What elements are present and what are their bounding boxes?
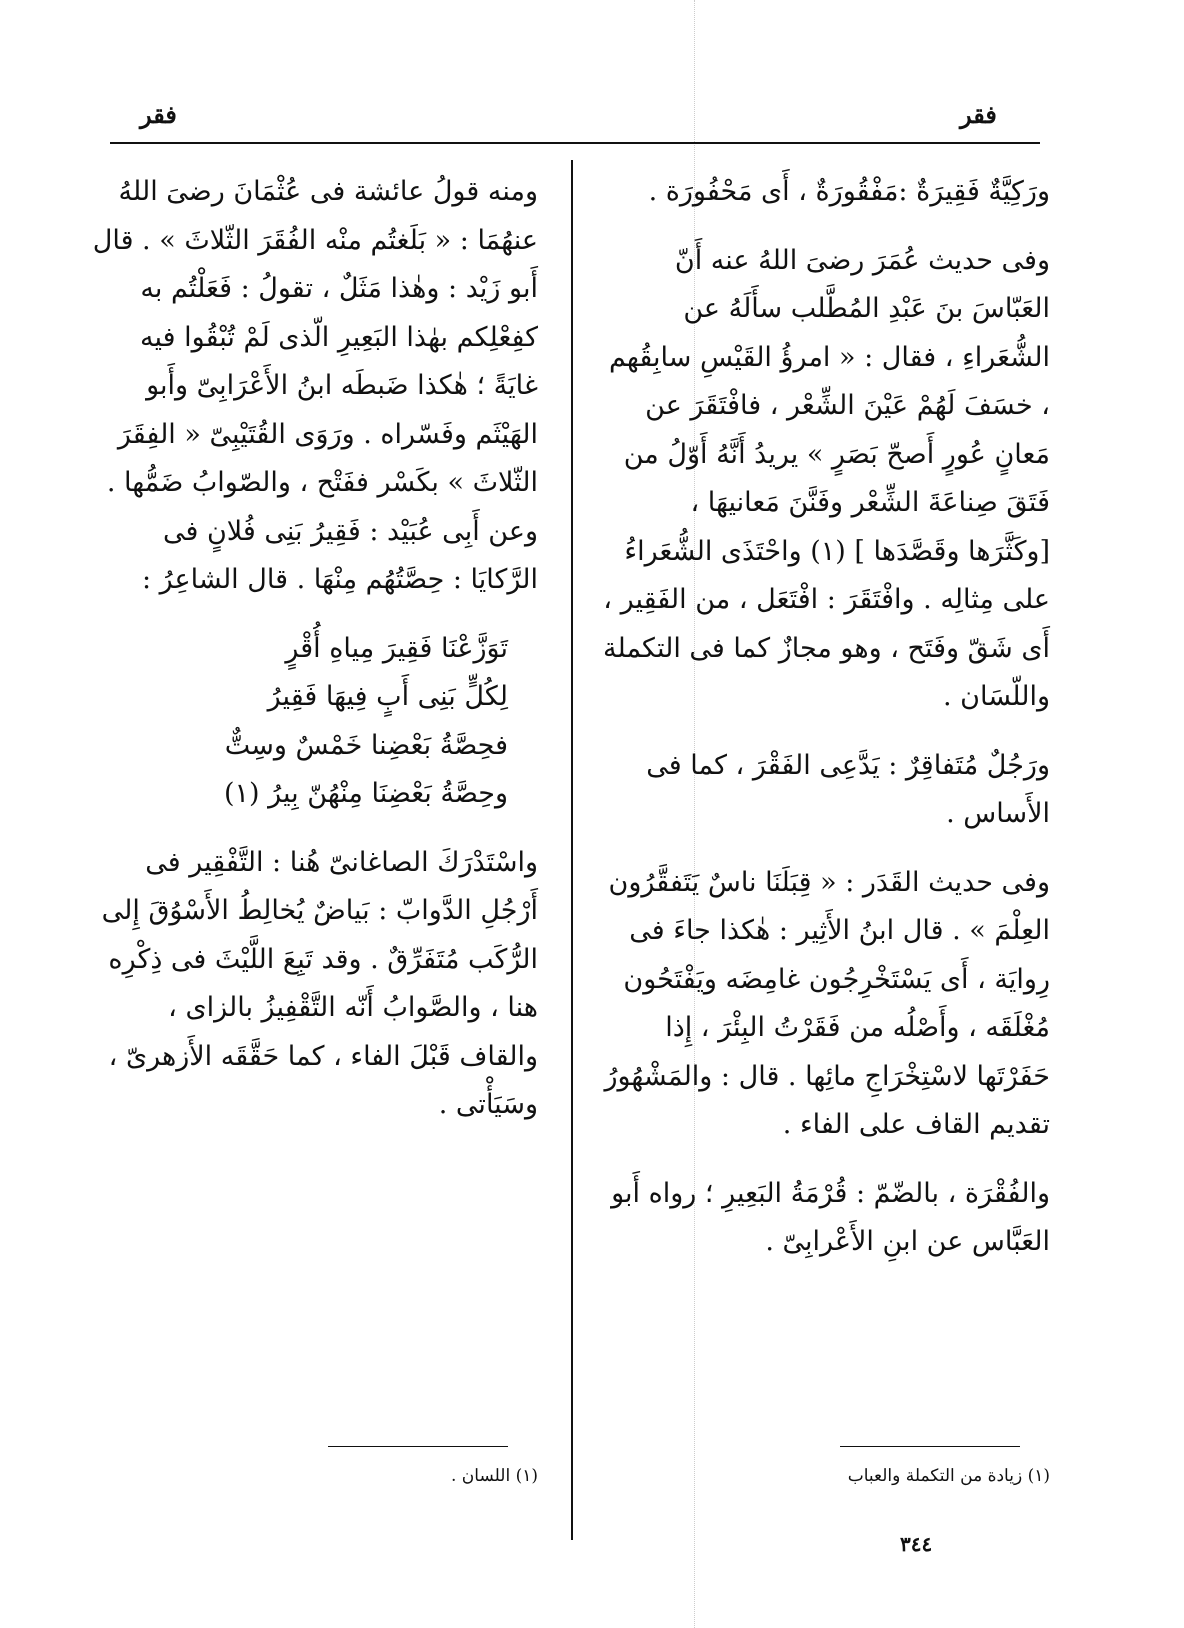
paragraph: ومنه قولُ عائشة فى عُثْمَانَ رضىَ اللهُ عنهُمَا : « بَلَغتُم منْه الفُقَرَ الثّلاثَ » . قال أَبو زَيْد : وهٰذا مَثَلٌ ، تقولُ : فَعَلْتُم به كفِعْلِكم بهٰذا البَعِيرِ الّذى لَمْ تُبْقُوا فيه غايَةً ؛ هٰكذا ضَبطَه ابنُ الأَعْرَابِىّ وأَبو الهَيْثَم وفَسّراه . ورَوَى القُتَيْبِىّ « الفِقَرَ الثّلاثَ » بكَسْر ففَتْح ، والصّوابُ ضَمُّها . وعن أَبِى عُبَيْد : فَقِيرُ بَنِى فُلانٍ فى الرَّكايَا : حِصَّتُهُم مِنْهَا . قال الشاعِرُ : — [92, 176, 538, 595]
paragraph: ورَكِيَّةٌ فَقِيرَةٌ :مَفْقُورَةٌ ، أَى مَحْفُورَة . — [648, 176, 1050, 207]
paragraph: واسْتَدْرَكَ الصاغانىّ هُنا : التَّفْقِير فى أَرْجُلِ الدَّوابّ : بَياضٌ يُخالِطُ الأَسْوُقَ إِلى الرُّكَب مُتَفَرِّقٌ . وقد تَبِعَ اللَّيْثَ فى ذِكْرِه هنا ، والصَّوابُ أَنّه التَّقْفِيزُ بالزاى ، والقاف قَبْلَ الفاء ، كما حَقَّقَه الأَزهرىّ ، وسَيَأْتى . — [101, 846, 538, 1120]
footnote-right: (١) زيادة من التكملة والعباب — [847, 1466, 1050, 1486]
paragraph: وفى حديث القَدَر : « قِبَلَنَا ناسٌ يَتَفقَّرُون العِلْمَ » . قال ابنُ الأَثِير : هٰكذا جاءَ فى رِوايَة ، أَى يَسْتَخْرِجُون غامِضَه ويَفْتَحُون مُغْلَقَه ، وأَصْلُه من فَقَرْتُ البِئْرَ ، إِذا حَفَرْتَها لاسْتِخْرَاجِ مائِها . قال : والمَشْهُورُ تقديم القاف على الفاء . — [604, 866, 1050, 1140]
paragraph: والفُقْرَة ، بالضّمّ : قُرْمَةُ البَعِيرِ ؛ رواه أَبو العَبَّاس عن ابنِ الأَعْرابِىّ . — [611, 1177, 1050, 1257]
paragraph: وفى حديث عُمَرَ رضىَ اللهُ عنه أَنّ العَبّاسَ بنَ عَبْدِ المُطَّلب سأَلَهُ عن الشُّعَراءِ ، فقال : « امرؤُ القَيْسِ سابِقُهم ، خسَفَ لَهُمْ عَيْنَ الشِّعْر ، فافْتَقَرَ عن مَعانٍ عُورٍ أَصحّ بَصَرٍ » يريدُ أَنَّهُ أَوّلُ من فَتَقَ صِناعَةَ الشِّعْر وفَنَّنَ مَعانيهَا ، [وكَثَّرَها وقَصَّدَها ] (١) واحْتَذَى الشُّعَراءُ على مِثالِه . وافْتَقَرَ : افْتَعَل ، من الفَقِير ، أَى شَقّ وفَتَح ، وهو مجازٌ كما فى التكملة واللّسَان . — [603, 244, 1050, 712]
paragraph: ورَجُلٌ مُتَفاقِرٌ : يَدَّعِى الفَقْرَ ، كما فى الأَساس . — [646, 749, 1050, 829]
poem-verse: لِكُلٍّ بَنِى أَبٍ فِيهَا فَقِيرُ — [267, 681, 508, 712]
column-divider — [571, 160, 573, 1540]
poem-verse: وحِصَّةُ بَعْضِنَا مِنْهُنّ بِيرُ (١) — [223, 778, 508, 809]
header-word-left: فقر — [140, 100, 177, 129]
right-column — [600, 168, 1050, 1267]
footnote-rule-left — [328, 1446, 508, 1447]
footnote-rule-right — [840, 1446, 1020, 1447]
page-number: ٣٤٤ — [900, 1532, 933, 1556]
header-rule — [110, 142, 1040, 144]
header-word-right: فقر — [960, 100, 997, 129]
footnote-left: (١) اللسان . — [451, 1466, 538, 1486]
poem-verse: تَوَزَّعْنَا فَقِيرَ مِياهِ أُقْرٍ — [285, 632, 508, 664]
poem-verse: فحِصَّةُ بَعْضِنا خَمْسٌ وسِتٌّ — [224, 729, 508, 761]
left-column — [88, 168, 538, 1130]
